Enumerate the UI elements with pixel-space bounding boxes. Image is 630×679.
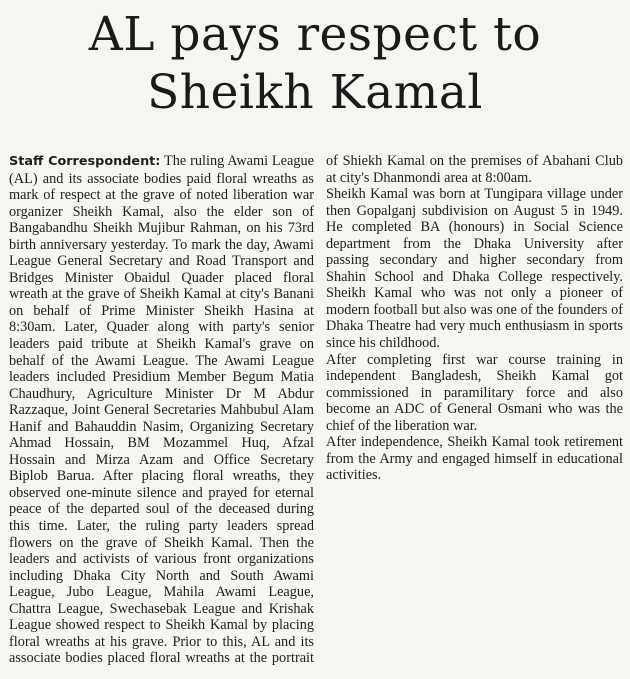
article-paragraph-1	[9, 153, 314, 667]
article-column-right	[326, 153, 623, 484]
article-paragraph-3: After completing first war course training in independent Bangladesh, Sheikh Kamal got commissioned in paramilitary force and also become an ADC of General Osmani who was the chief of the liberation war.	[326, 351, 623, 434]
article-paragraph-4: After independence, Sheikh Kamal took retirement from the Army and engaged himself in educational activities.	[326, 434, 623, 484]
headline-line-2: Sheikh Kamal	[147, 65, 483, 120]
article-paragraph-2: Sheikh Kamal was born at Tungipara village under then Gopalganj subdivision on August 5 in 1949. He completed BA (honours) in Social Science department from the Dhaka University after passing secondary and higher secondary from Shahin School and Dhaka College respectively. Sheikh Kamal who was not only a pioneer of modern football but also was one of the founders of Dhaka Theatre had very much enthusiasm in sports since his childhood.	[326, 186, 623, 352]
article-paragraph-1-continued: of Shiekh Kamal on the premises of Abahani Club at city's Dhanmondi area at 8:00am.	[326, 153, 623, 186]
byline: Staff Correspondent:	[9, 154, 161, 169]
headline	[0, 6, 630, 122]
paragraph-1-text: The ruling Awami League (AL) and its associate bodies paid floral wreaths as mark of respect at the grave of noted liberation war organizer Sheikh Kamal, also the elder son of Bangabandhu Sheikh Mujibur Rahman, on his 73rd birth anniversary yesterday. To mark the day, Awami League General Secretary and Road Transport and Bridges Minister Obaidul Quader placed floral wreath at the grave of Sheikh Kamal at city's Banani on behalf of Prime Minister Sheikh Hasina at 8:30am. Later, Quader along with party's senior leaders paid tribute at Sheikh Kamal's grave on behalf of the Awami League. The Awami League leaders included Presidium Member Begum Matia Chaudhury, Agriculture Minister Dr M Abdur Razzaque, Joint General Secretaries Mahbubul Alam Hanif and Bahauddin Nasim, Organizing Secretary Ahmad Hossain, BM Mozammel Huq, Afzal Hossain and Mirza Azam and Office Secretary Biplob Barua. After placing floral wreaths, they observed one-minute silence and prayed for eternal peace of the departed soul of the deceased during this time. Later, the ruling party leaders spread flowers on the grave of Sheikh Kamal. Then the leaders and activists of various front organizations including Dhaka City North and South Awami League, Jubo League, Mahila Awami League, Chattra League, Swechasebak League and Krishak League showed respect to Sheikh Kamal by placing floral wreaths at his grave. Prior to this, AL and its associate bodies placed floral wreaths at the portrait	[9, 153, 314, 667]
article-column-left	[9, 153, 314, 667]
headline-line-1: AL pays respect to	[88, 7, 542, 62]
